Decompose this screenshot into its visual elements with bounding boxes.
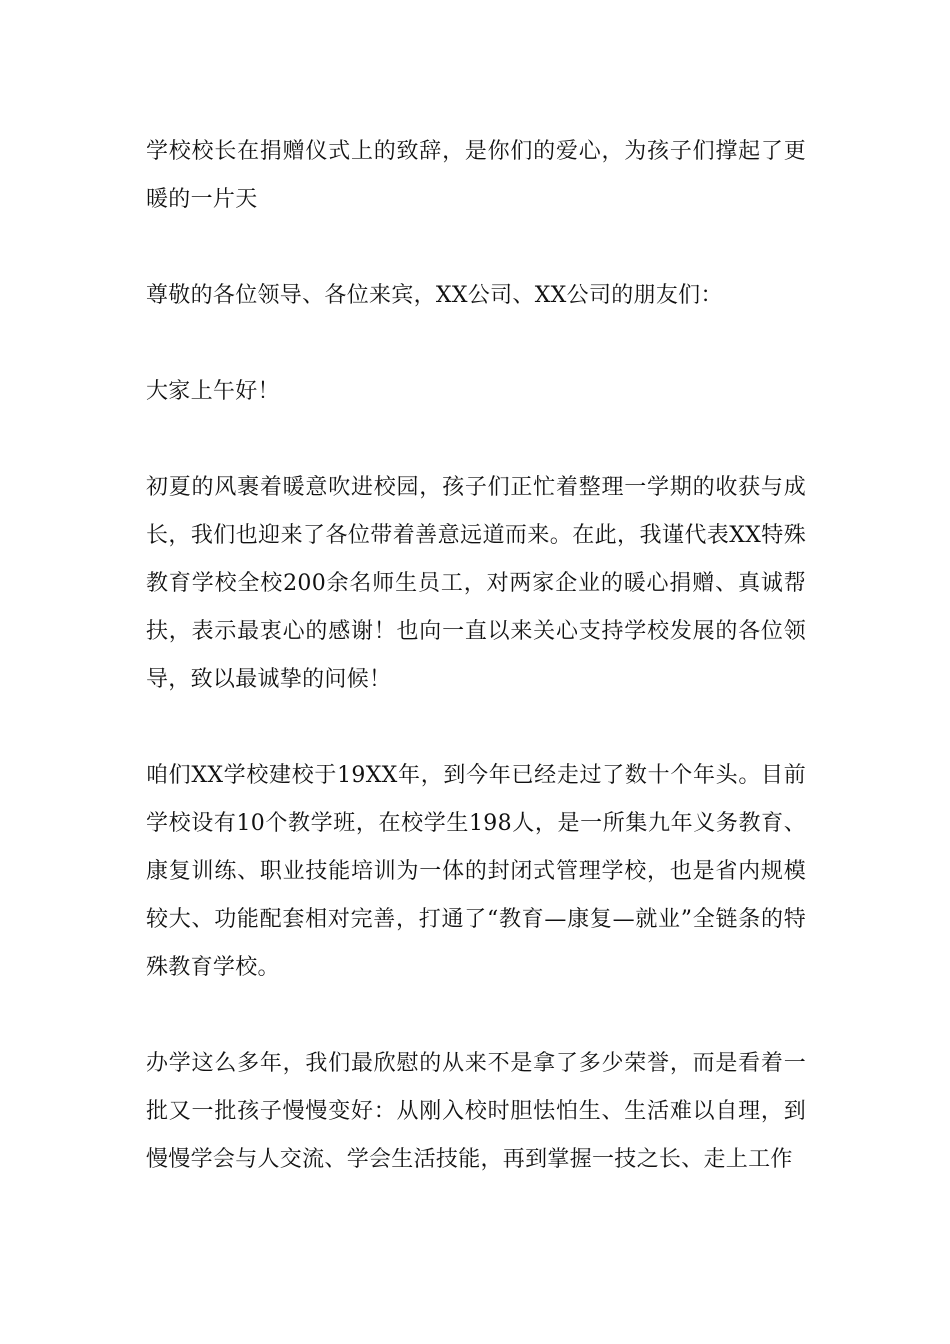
greeting: 大家上午好！ — [146, 379, 280, 404]
paragraph-spacer — [146, 224, 806, 272]
document-body — [146, 128, 806, 1184]
document-title: 学校校长在捐赠仪式上的致辞，是你们的爱心，为孩子们撑起了更暖的一片天 — [146, 139, 806, 212]
paragraph-school-intro: 咱们XX学校建校于19XX年，到今年已经走过了数十个年头。目前学校设有10个教学班，在校学生198人，是一所集九年义务教育、康复训练、职业技能培训为一体的封闭式管理学校，也是省内规模较大、功能配套相对完善，打通了“教育—康复—就业”全链条的特殊教育学校。 — [146, 763, 806, 980]
paragraph-spacer — [146, 320, 806, 368]
paragraph-achievements: 办学这么多年，我们最欣慰的从来不是拿了多少荣誉，而是看着一批又一批孩子慢慢变好：从刚入校时胆怯怕生、生活难以自理，到慢慢学会与人交流、学会生活技能，再到掌握一技之长、走上工作 — [146, 1051, 806, 1172]
paragraph-spacer — [146, 704, 806, 752]
paragraph-spacer — [146, 992, 806, 1040]
paragraph-gratitude: 初夏的风裹着暖意吹进校园，孩子们正忙着整理一学期的收获与成长，我们也迎来了各位带着善意远道而来。在此，我谨代表XX特殊教育学校全校200余名师生员工，对两家企业的暖心捐赠、真诚帮扶，表示最衷心的感谢！也向一直以来关心支持学校发展的各位领导，致以最诚挚的问候！ — [146, 475, 806, 692]
paragraph-spacer — [146, 416, 806, 464]
salutation: 尊敬的各位领导、各位来宾，XX公司、XX公司的朋友们： — [146, 283, 723, 308]
